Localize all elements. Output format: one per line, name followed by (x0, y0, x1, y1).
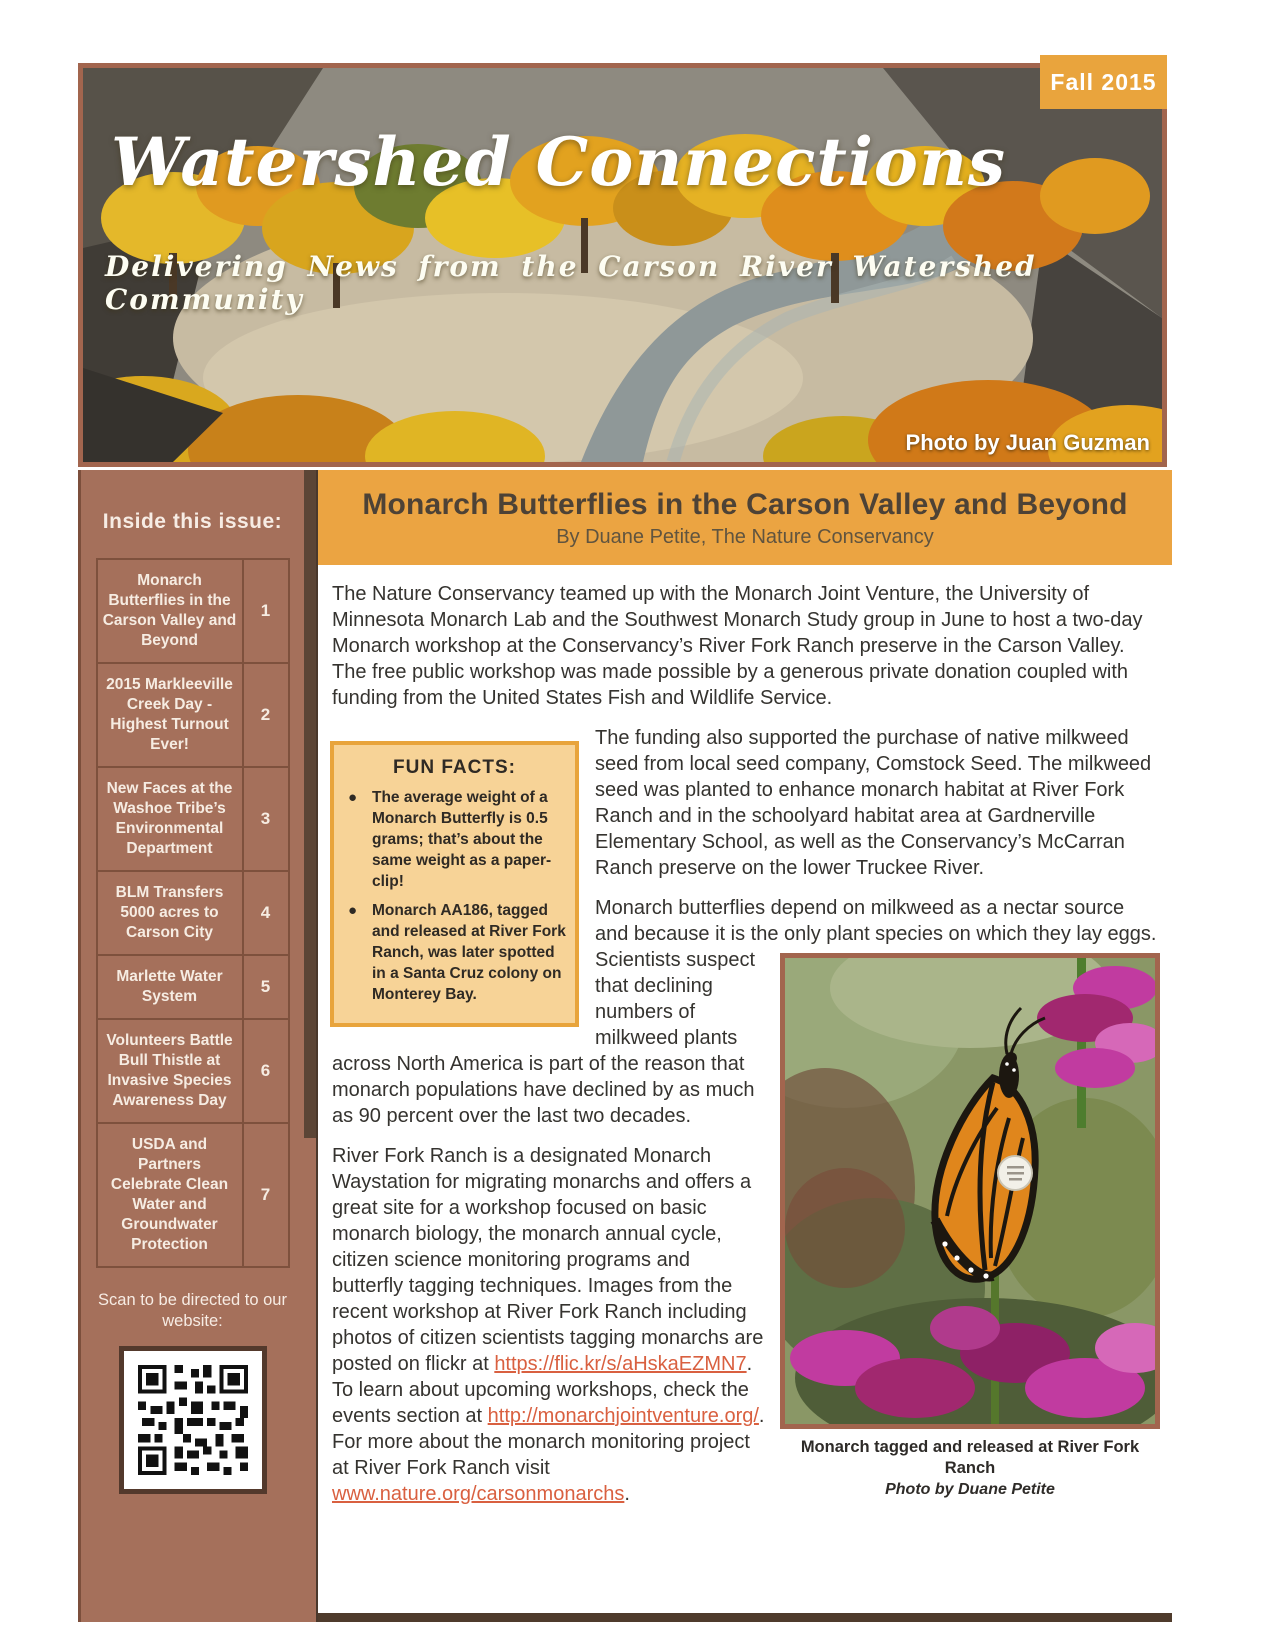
toc-row-bull-thistle[interactable] (98, 1018, 288, 1122)
fun-fact-item (342, 787, 567, 892)
qr-code-image (134, 1361, 252, 1479)
qr-code (119, 1346, 267, 1494)
toc-row-blm-transfer[interactable] (98, 870, 288, 954)
toc-page-number: 5 (242, 956, 288, 1018)
toc-page-number: 7 (242, 1124, 288, 1266)
flickr-link[interactable]: https://flic.kr/s/aHskaEZMN7 (494, 1353, 747, 1375)
sidebar-heading: Inside this issue: (102, 510, 283, 533)
monarch-joint-venture-link[interactable]: http://monarchjointventure.org/ (487, 1405, 759, 1427)
article-header (318, 470, 1172, 565)
toc-row-creek-day[interactable] (98, 662, 288, 766)
bullet-icon: ● (348, 789, 358, 806)
toc-item-label[interactable]: USDA and Partners Celebrate Clean Water and Groundwater Protection (110, 1136, 229, 1253)
issue-date-label: Fall 2015 (1050, 68, 1157, 95)
paragraph-text: . To learn about upcoming workshops, check the events section at (332, 1353, 753, 1427)
toc-row-marlette-water[interactable] (98, 954, 288, 1018)
toc-page-number: 4 (242, 872, 288, 954)
monarch-photo (780, 953, 1160, 1429)
toc-page-number: 2 (242, 664, 288, 766)
paragraph-intro: The Nature Conservancy teamed up with the Monarch Joint Venture, the University of Minnesota Monarch Lab and the Southwest Monarch Study group in June to host a two-day Monarch workshop at the Conservancy’s River Fork Ranch preserve in the Carson Valley. The free public workshop was made possible by a generous private donation coupled with funding from the United States Fish and Wildlife Service. (332, 583, 1143, 709)
paragraph-text: . (624, 1483, 630, 1505)
paragraph-text: Scientists suspect that declining numbers of milkweed plants across North America is part of the reason that monarch populations have declined by as much as 90 percent over the last two decades. (332, 949, 756, 1127)
article-title: Monarch Butterflies in the Carson Valley and Beyond (362, 488, 1128, 521)
article-byline: By Duane Petite, The Nature Conservancy (556, 526, 934, 548)
divider-strip (304, 470, 318, 1622)
toc-item-label[interactable]: Monarch Butterflies in the Carson Valley and Beyond (102, 572, 237, 649)
monarch-butterfly-image (785, 958, 1155, 1424)
sidebar (78, 470, 304, 1622)
qr-caption: Scan to be directed to our website: (98, 1291, 287, 1330)
article-body (318, 565, 1172, 1521)
fun-fact-item (342, 900, 567, 1005)
paragraph-text: . For more about the monarch monitoring project at River Fork Ranch visit (332, 1405, 765, 1479)
paragraph-text: Monarch butterflies depend on milkweed as a nectar source and because it is the only plant species on which they lay eggs. (595, 897, 1157, 945)
toc-item-label[interactable]: 2015 Markleeville Creek Day - Highest Turnout Ever! (106, 676, 233, 753)
toc-item-label[interactable]: BLM Transfers 5000 acres to Carson City (115, 884, 224, 941)
toc-row-washoe-tribe[interactable] (98, 766, 288, 870)
toc-row-monarch[interactable] (98, 560, 288, 662)
newsletter-title: Watershed Connections (111, 123, 1007, 201)
toc-row-usda-clean-water[interactable] (98, 1122, 288, 1266)
table-of-contents (96, 558, 290, 1268)
photo-credit: Photo by Duane Petite (885, 1481, 1055, 1498)
paragraph-text: River Fork Ranch is a designated Monarch Waystation for migrating monarchs and offers a great site for a workshop focused on basic monarch biology, the monarch annual cycle, citizen science monitoring programs and butterfly tagging techniques. Images from the recent workshop at River Fork Ranch including photos of citizen scientists tagging monarchs are posted on flickr at (332, 1145, 764, 1375)
paragraph-funding: The funding also supported the purchase of native milkweed seed from local seed company, Comstock Seed. The milkweed seed was planted to enhance monarch habitat at River Fork Ranch and in the schoolyard habitat area at Gardnerville Elementary School, as well as the Conservancy’s McCarran Ranch preserve on the lower Truckee River. (595, 727, 1152, 879)
monarch-figure (780, 953, 1160, 1500)
photo-caption: Monarch tagged and released at River Fork Ranch (800, 1438, 1140, 1477)
hero-photo-credit: Photo by Juan Guzman (905, 430, 1150, 455)
toc-item-label[interactable]: New Faces at the Washoe Tribe’s Environmental Department (106, 780, 233, 857)
toc-item-label[interactable]: Volunteers Battle Bull Thistle at Invasive Species Awareness Day (106, 1032, 233, 1109)
fun-fact-text: Monarch AA186, tagged and released at River Fork Ranch, was later spotted in a Santa Cruz colony on Monterey Bay. (372, 902, 566, 1003)
hero-photo (78, 63, 1167, 467)
bullet-icon: ● (348, 902, 358, 919)
newsletter-tagline: Delivering News from the Carson River Watershed Community (105, 250, 1037, 316)
nature-org-link[interactable]: www.nature.org/carsonmonarchs (332, 1483, 625, 1505)
toc-item-label[interactable]: Marlette Water System (116, 968, 223, 1005)
fun-fact-text: The average weight of a Monarch Butterfly is 0.5 grams; that’s about the same weight as a paper-clip! (372, 789, 552, 890)
toc-page-number: 6 (242, 1020, 288, 1122)
fun-facts-box (330, 741, 579, 1027)
issue-date-badge (1040, 55, 1167, 109)
fun-facts-title: FUN FACTS: (393, 757, 516, 778)
toc-page-number: 1 (242, 560, 288, 662)
toc-page-number: 3 (242, 768, 288, 870)
main-article (318, 470, 1172, 1622)
